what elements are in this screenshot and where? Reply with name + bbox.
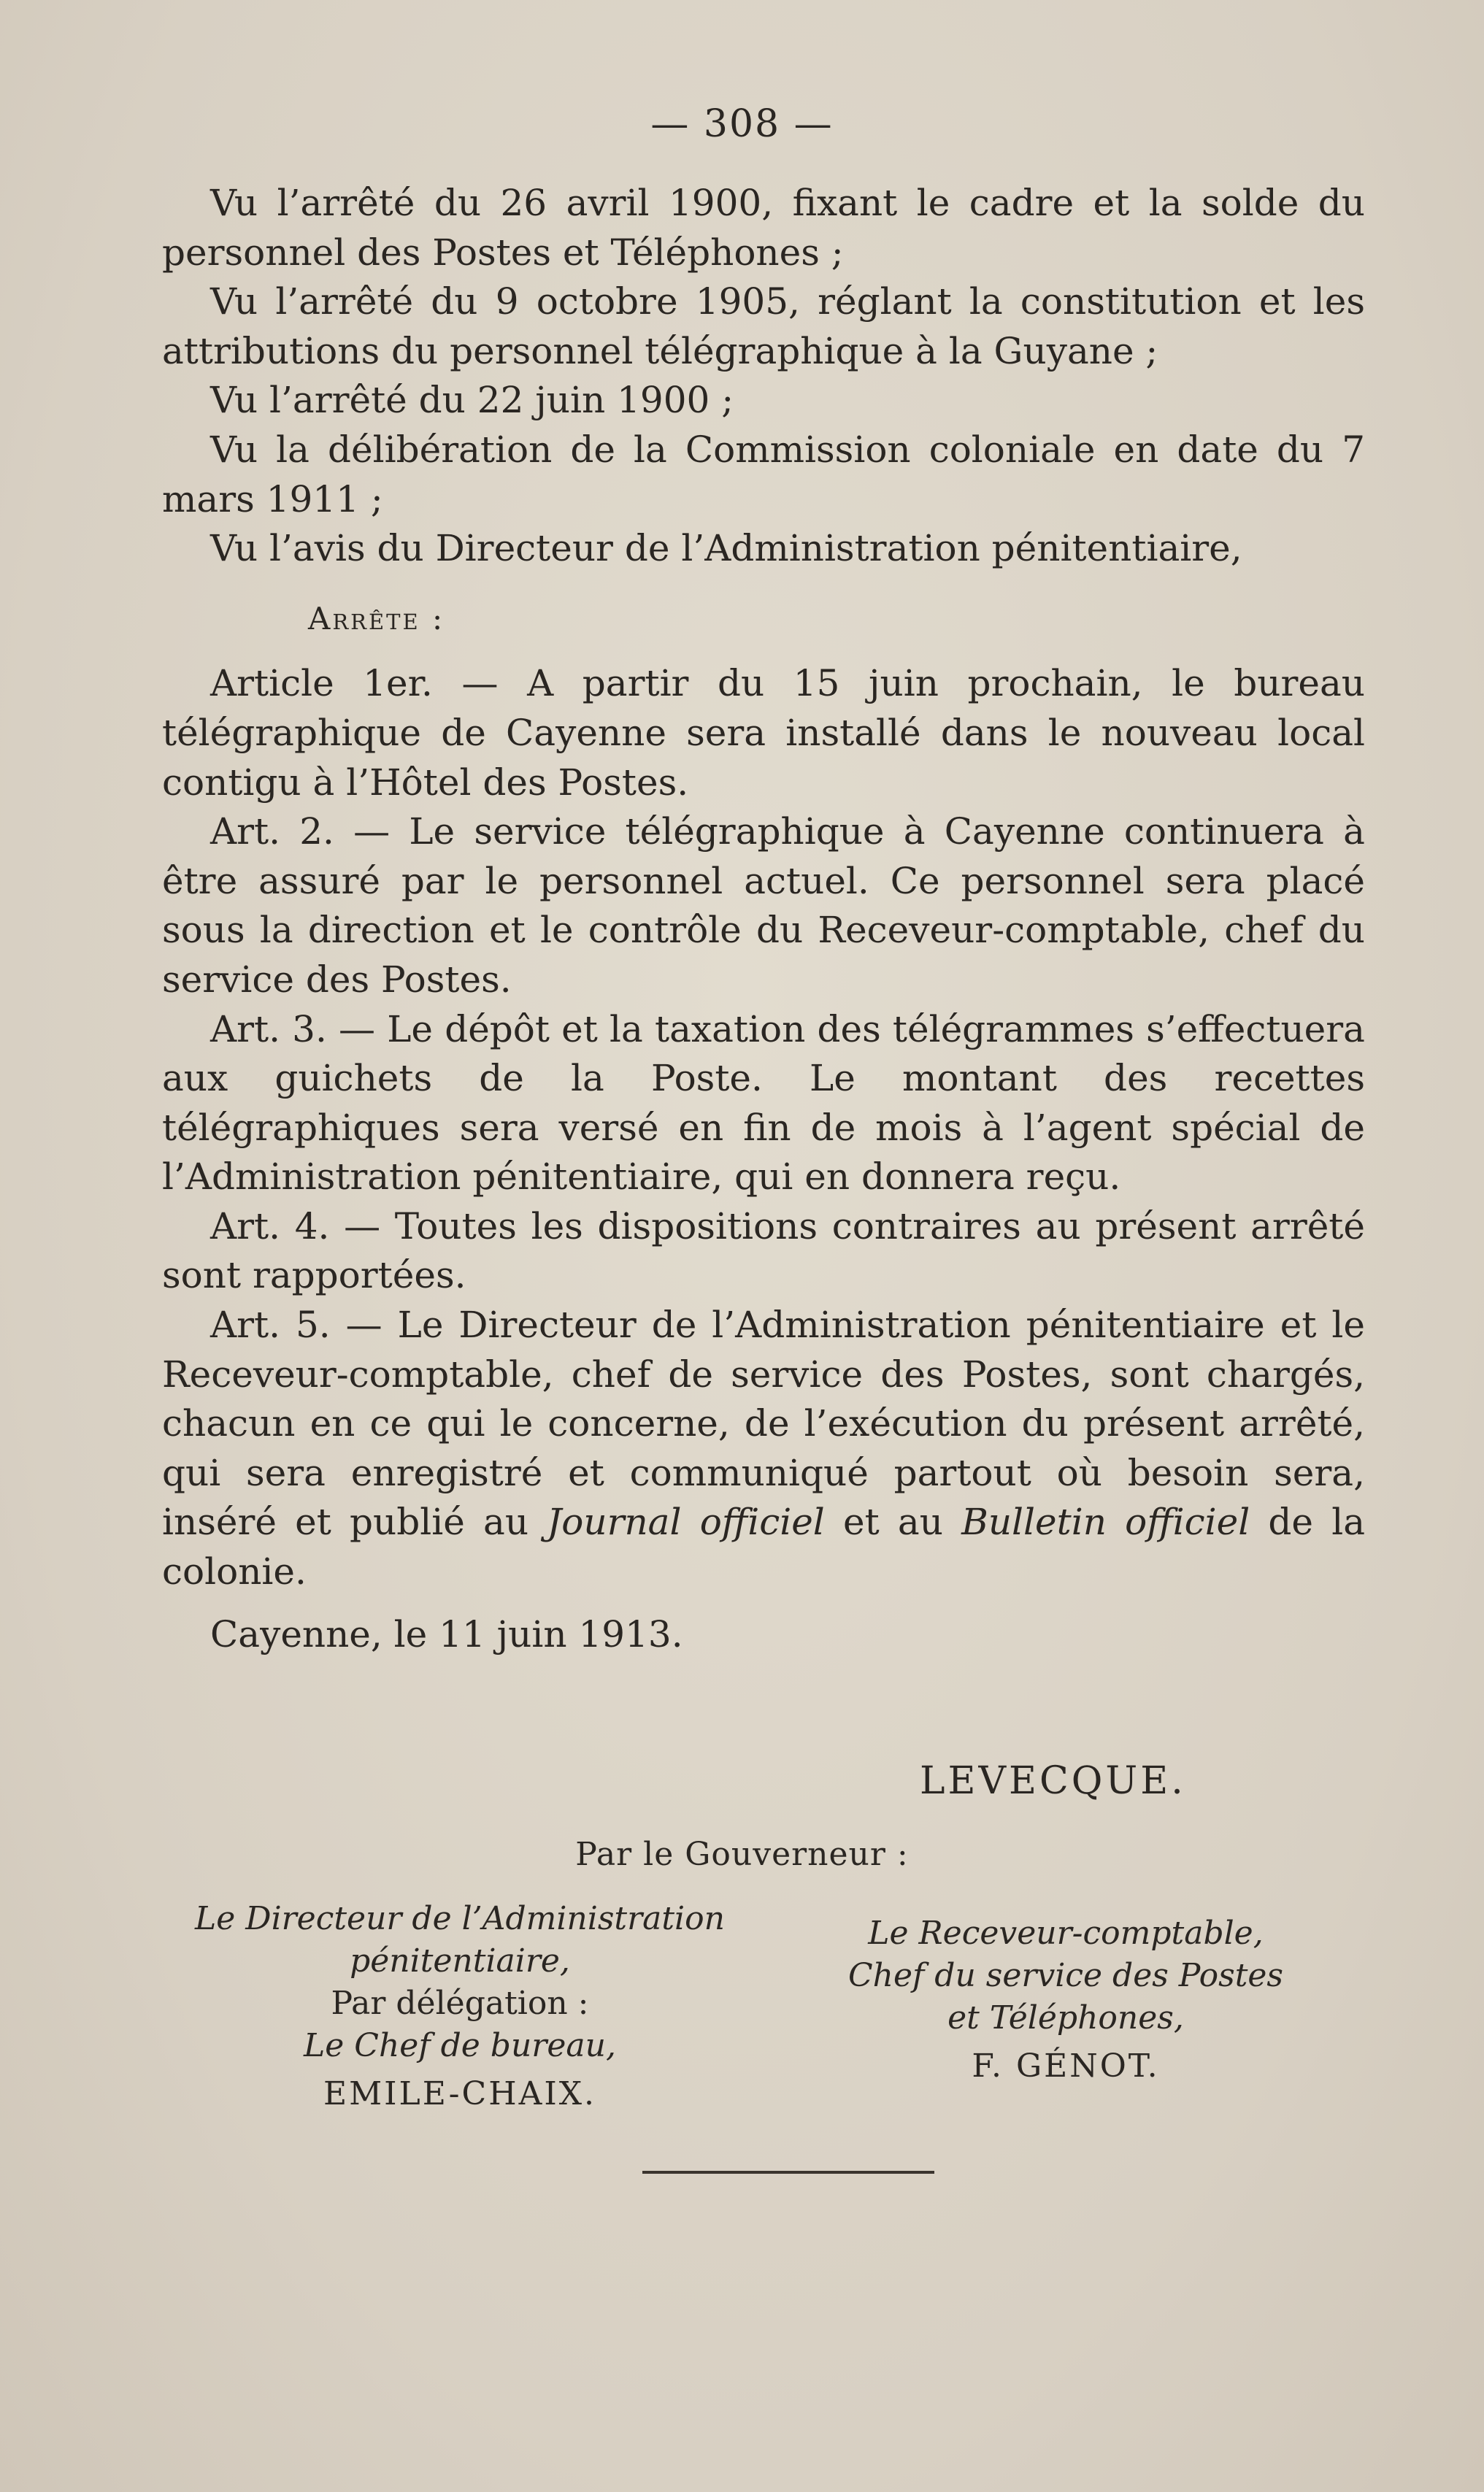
page-number: — 308 —	[650, 102, 834, 146]
left-signatory-name: EMILE-CHAIX.	[323, 2075, 597, 2112]
decree-body	[162, 179, 1365, 1659]
preamble-paragraph: Vu l’arrêté du 9 octobre 1905, réglant la constitution et les attributions du personnel télégraphique à la Guyane ;	[162, 280, 1365, 372]
left-signatory-role: Le Chef de bureau,	[304, 2027, 616, 2064]
right-signatory-title: et Téléphones,	[947, 1999, 1184, 2037]
left-signatory-block	[182, 1898, 737, 2115]
closing-rule	[642, 2171, 934, 2174]
governor-signature: LEVECQUE.	[920, 1759, 1186, 1803]
article-paragraph: Art. 3. — Le dépôt et la taxation des télégrammes s’effectuera aux guichets de la Poste. Le montant des recettes télégraphiques sera versé en fin de mois à l’agent spécial de l’Administration pénitentiaire, qui en donnera reçu.	[162, 1007, 1365, 1199]
left-signatory-title: pénitentiaire,	[350, 1942, 570, 1980]
right-signatory-title: Chef du service des Postes	[847, 1957, 1284, 1994]
preamble-paragraph: Vu l’arrêté du 26 avril 1900, fixant le cadre et la solde du personnel des Postes et Téléphones ;	[162, 182, 1365, 274]
preamble-paragraph: Vu l’arrêté du 22 juin 1900 ;	[210, 379, 734, 422]
left-signatory-title: Le Directeur de l’Administration	[195, 1900, 725, 1937]
left-signatory-delegation: Par délégation :	[331, 1985, 589, 2022]
par-le-gouverneur: Par le Gouverneur :	[575, 1836, 909, 1873]
article-5-text: Art. 5. — Le Directeur de l’Administration pénitentiaire et le Receveur-comptable, chef de service des Postes, sont chargés, chacun en ce qui le concerne, de l’exécution du présent arrêté, qui sera enregistré et communiqué partout où besoin sera, inséré et publié au	[162, 1304, 1365, 1544]
article-5-text: de la colonie.	[162, 1501, 1366, 1593]
article-paragraph: Article 1er. — A partir du 15 juin prochain, le bureau télégraphique de Cayenne sera installé dans le nouveau local contigu à l’Hôtel des Postes.	[162, 662, 1365, 804]
article-paragraph: Art. 4. — Toutes les dispositions contraires au présent arrêté sont rapportées.	[162, 1204, 1365, 1297]
arrete-heading: Arrête :	[308, 600, 445, 637]
right-signatory-block	[818, 1912, 1314, 2088]
place-date: Cayenne, le 11 juin 1913.	[210, 1612, 683, 1655]
journal-officiel-title: Journal officiel	[547, 1501, 825, 1544]
bulletin-officiel-title: Bulletin officiel	[961, 1501, 1250, 1544]
right-signatory-title: Le Receveur-comptable,	[868, 1915, 1264, 1952]
right-signatory-name: F. GÉNOT.	[972, 2047, 1160, 2085]
article-5-text: et au	[824, 1501, 962, 1544]
article-5-paragraph	[162, 1301, 1365, 1597]
preamble-paragraph: Vu l’avis du Directeur de l’Administration pénitentiaire,	[210, 527, 1242, 570]
article-paragraph: Art. 2. — Le service télégraphique à Cayenne continuera à être assuré par le personnel actuel. Ce personnel sera placé sous la direction et le contrôle du Receveur-comptable, chef du service des Postes.	[162, 810, 1365, 1001]
preamble-paragraph: Vu la délibération de la Commission coloniale en date du 7 mars 1911 ;	[162, 428, 1365, 520]
